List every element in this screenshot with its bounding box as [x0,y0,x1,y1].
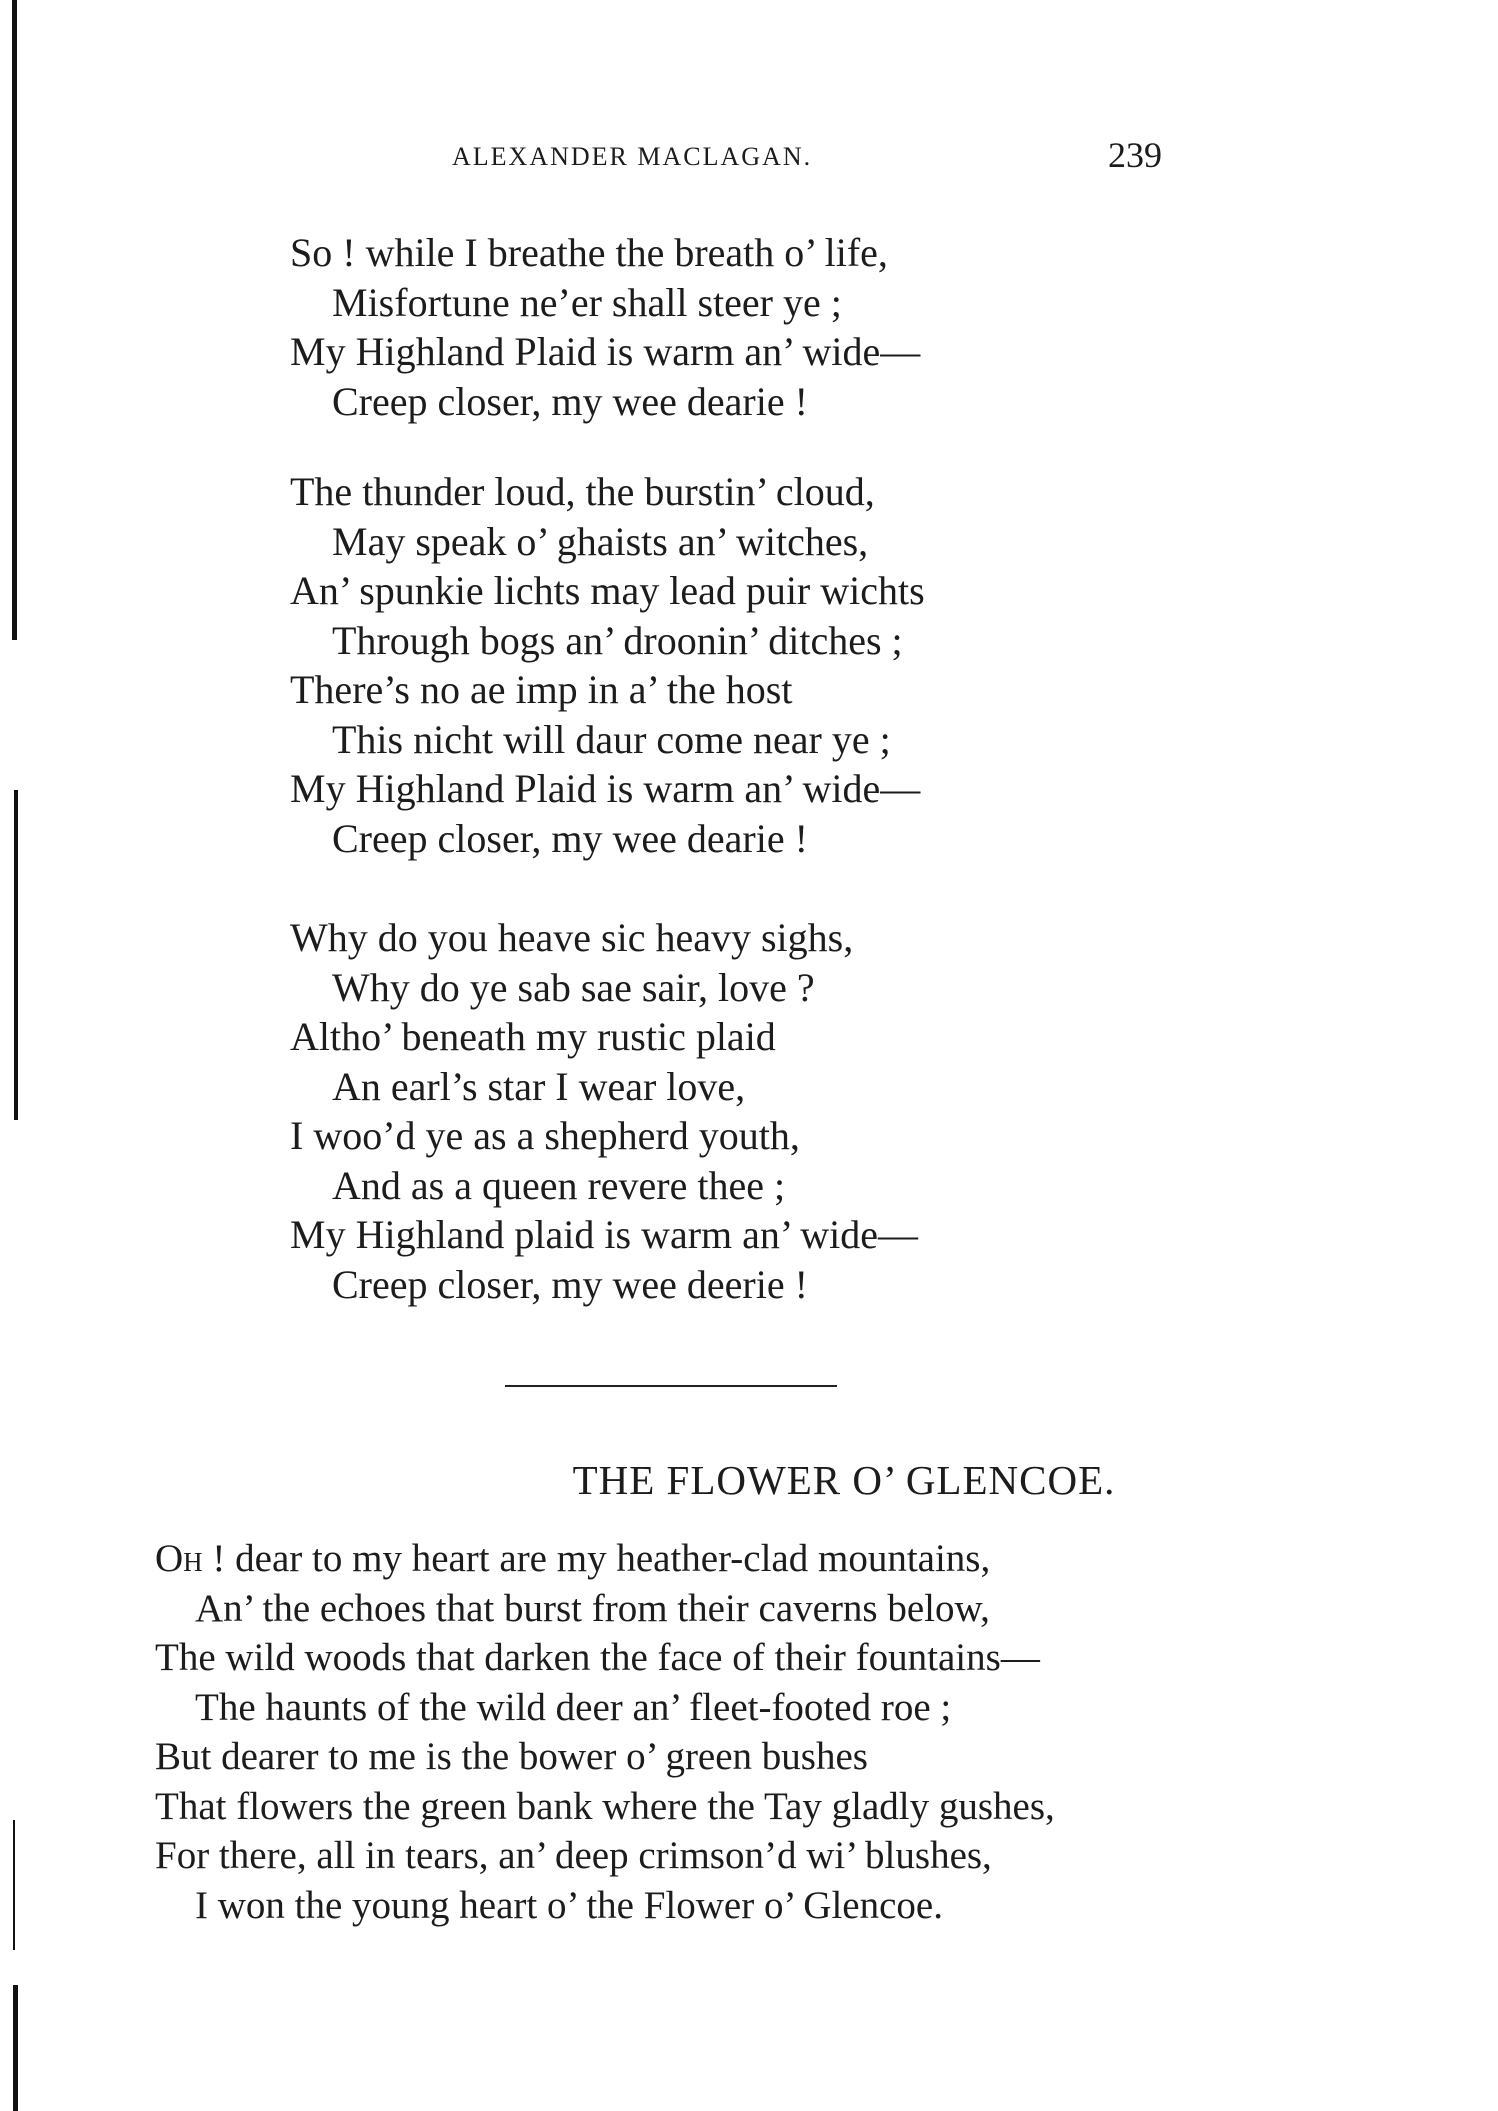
verse-line: For there, all in tears, an’ deep crimson’d wi’ blushes, [155,1834,992,1877]
first-line-text: ! dear to my heart are my heather-clad mountains, [202,1537,991,1580]
scan-edge-mark [12,0,17,640]
scan-edge-mark [13,1820,15,1950]
verse-line: An’ the echoes that burst from their caverns below, [195,1586,990,1630]
verse-line: I woo’d ye as a shepherd youth, [290,1113,800,1158]
verse-line: My Highland plaid is warm an’ wide— [290,1212,919,1257]
verse-line: Creep closer, my wee dearie ! [332,378,808,424]
running-head: ALEXANDER MACLAGAN. [452,142,813,171]
verse-line: And as a queen revere thee ; [332,1162,786,1208]
verse-line: Misfortune ne’er shall steer ye ; [332,279,842,325]
verse-line: An earl’s star I wear love, [332,1063,746,1109]
verse-line: May speak o’ ghaists an’ witches, [332,518,869,564]
verse-line: Why do ye sab sae sair, love ? [332,964,815,1010]
verse-line: That flowers the green bank where the Tay gladly gushes, [155,1784,1055,1828]
scan-edge-mark [14,790,18,1120]
stanza-2 [290,467,925,863]
page-header [0,135,1498,188]
verse-line: An’ spunkie lichts may lead puir wichts [290,568,925,613]
verse-line: So ! while I breathe the breath o’ life, [290,230,888,275]
stanza-3 [290,913,918,1309]
poem-title: THE FLOWER O’ GLENCOE. [572,1457,1116,1503]
stanza-1 [290,228,920,426]
verse-line: Altho’ beneath my rustic plaid [290,1014,776,1059]
verse-line: Creep closer, my wee deerie ! [332,1261,808,1307]
verse-line: The haunts of the wild deer an’ fleet-footed roe ; [195,1685,952,1729]
verse-line: I won the young heart o’ the Flower o’ Glencoe. [195,1883,943,1927]
section-divider [505,1385,837,1387]
verse-line: Why do you heave sic heavy sighs, [290,915,854,960]
verse-line: Creep closer, my wee dearie ! [332,815,808,861]
verse-line: There’s no ae imp in a’ the host [290,667,793,712]
poem-flower-o-glencoe [155,1534,1055,1930]
verse-line: Through bogs an’ droonin’ ditches ; [332,617,903,663]
verse-line: This nicht will daur come near ye ; [332,716,891,762]
page-number: 239 [1108,135,1162,175]
initial-word: Oh [155,1537,203,1580]
verse-line [155,1534,1055,1584]
verse-line: The thunder loud, the burstin’ cloud, [290,469,875,514]
verse-line: The wild woods that darken the face of their fountains— [155,1636,1040,1679]
verse-line: My Highland Plaid is warm an’ wide— [290,766,921,811]
verse-line: But dearer to me is the bower o’ green bushes [155,1735,868,1778]
scan-edge-mark [13,1985,18,2111]
verse-line: My Highland Plaid is warm an’ wide— [290,329,921,374]
